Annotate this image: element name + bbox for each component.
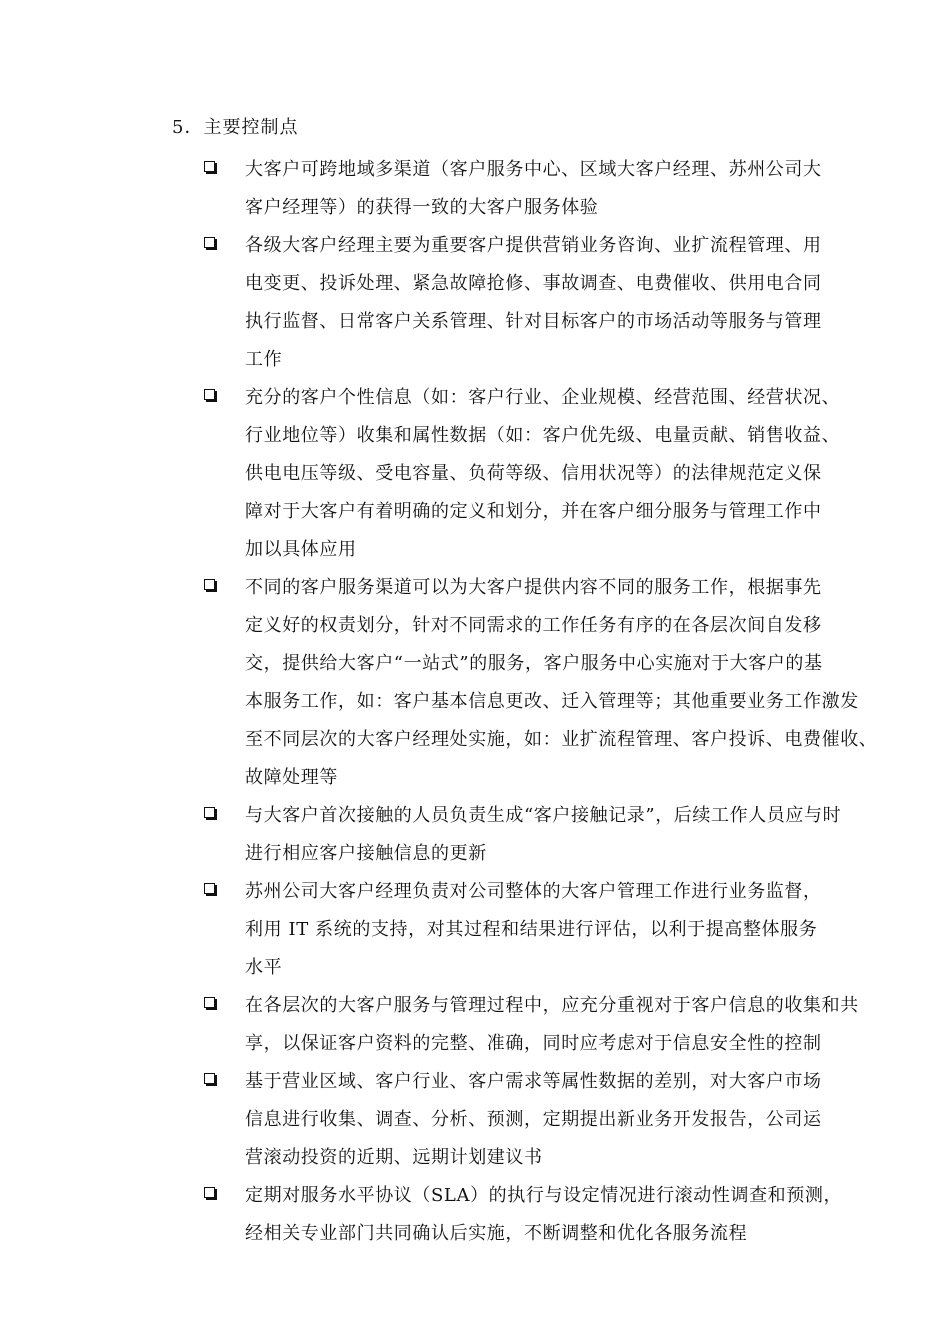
list-item-text — [245, 797, 905, 873]
text-line: 在各层次的大客户服务与管理过程中，应充分重视对于客户信息的收集和共 — [245, 995, 859, 1016]
list-item-text — [245, 1063, 905, 1177]
text-line: 进行相应客户接触信息的更新 — [245, 843, 487, 864]
text-line: 信息进行收集、调查、分析、预测，定期提出新业务开发报告，公司运 — [245, 1109, 822, 1130]
list-item-text — [245, 873, 905, 987]
text-line: 工作 — [245, 349, 283, 370]
checkbox-bullet-icon — [204, 579, 215, 590]
checkbox-bullet-icon — [204, 1187, 215, 1198]
text-line: 利用 IT 系统的支持，对其过程和结果进行评估，以利于提高整体服务 — [245, 919, 818, 940]
list-item-text — [245, 987, 905, 1063]
list-item — [0, 987, 950, 1063]
list-item-text — [245, 379, 905, 569]
checkbox-bullet-icon — [204, 807, 215, 818]
section-heading: 5．主要控制点 — [172, 117, 299, 138]
text-line: 不同的客户服务渠道可以为大客户提供内容不同的服务工作，根据事先 — [245, 577, 822, 598]
list-item — [0, 1063, 950, 1177]
list-item — [0, 873, 950, 987]
text-line: 执行监督、日常客户关系管理、针对目标客户的市场活动等服务与管理 — [245, 311, 822, 332]
list-item — [0, 569, 950, 797]
checkbox-bullet-icon — [204, 237, 215, 248]
list-item — [0, 1177, 950, 1253]
checkbox-bullet-icon — [204, 883, 215, 894]
text-line: 享，以保证客户资料的完整、准确，同时应考虑对于信息安全性的控制 — [245, 1033, 822, 1054]
text-line: 基于营业区域、客户行业、客户需求等属性数据的差别，对大客户市场 — [245, 1071, 822, 1092]
text-line: 苏州公司大客户经理负责对公司整体的大客户管理工作进行业务监督， — [245, 881, 822, 902]
list-item-text — [245, 569, 905, 797]
text-line: 客户经理等）的获得一致的大客户服务体验 — [245, 197, 599, 218]
text-line: 交，提供给大客户“一站式”的服务，客户服务中心实施对于大客户的基 — [245, 653, 823, 674]
list-item — [0, 797, 950, 873]
list-item-text — [245, 151, 905, 227]
checkbox-bullet-icon — [204, 1073, 215, 1084]
text-line: 电变更、投诉处理、紧急故障抢修、事故调查、电费催收、供用电合同 — [245, 273, 822, 294]
text-line: 定义好的权责划分，针对不同需求的工作任务有序的在各层次间自发移 — [245, 615, 822, 636]
text-line: 本服务工作，如：客户基本信息更改、迁入管理等；其他重要业务工作激发 — [245, 691, 859, 712]
list-item-text — [245, 1177, 905, 1253]
checkbox-bullet-icon — [204, 161, 215, 172]
text-line: 水平 — [245, 957, 283, 978]
list-item — [0, 227, 950, 379]
list-item — [0, 379, 950, 569]
list-item — [0, 151, 950, 227]
text-line: 经相关专业部门共同确认后实施，不断调整和优化各服务流程 — [245, 1223, 748, 1244]
text-line: 行业地位等）收集和属性数据（如：客户优先级、电量贡献、销售收益、 — [245, 425, 841, 446]
text-line: 各级大客户经理主要为重要客户提供营销业务咨询、业扩流程管理、用 — [245, 235, 822, 256]
checkbox-bullet-icon — [204, 997, 215, 1008]
text-line: 加以具体应用 — [245, 539, 357, 560]
text-line: 大客户可跨地域多渠道（客户服务中心、区域大客户经理、苏州公司大 — [245, 159, 822, 180]
control-point-list — [0, 151, 950, 1253]
text-line: 故障处理等 — [245, 767, 338, 788]
text-line: 与大客户首次接触的人员负责生成“客户接触记录”，后续工作人员应与时 — [245, 805, 842, 826]
text-line: 障对于大客户有着明确的定义和划分，并在客户细分服务与管理工作中 — [245, 501, 822, 522]
text-line: 供电电压等级、受电容量、负荷等级、信用状况等）的法律规范定义保 — [245, 463, 822, 484]
text-line: 定期对服务水平协议（SLA）的执行与设定情况进行滚动性调查和预测， — [245, 1185, 843, 1206]
list-item-text — [245, 227, 905, 379]
text-line: 充分的客户个性信息（如：客户行业、企业规模、经营范围、经营状况、 — [245, 387, 841, 408]
text-line: 至不同层次的大客户经理处实施，如：业扩流程管理、客户投诉、电费催收、 — [245, 729, 878, 750]
checkbox-bullet-icon — [204, 389, 215, 400]
text-line: 营滚动投资的近期、远期计划建议书 — [245, 1147, 543, 1168]
